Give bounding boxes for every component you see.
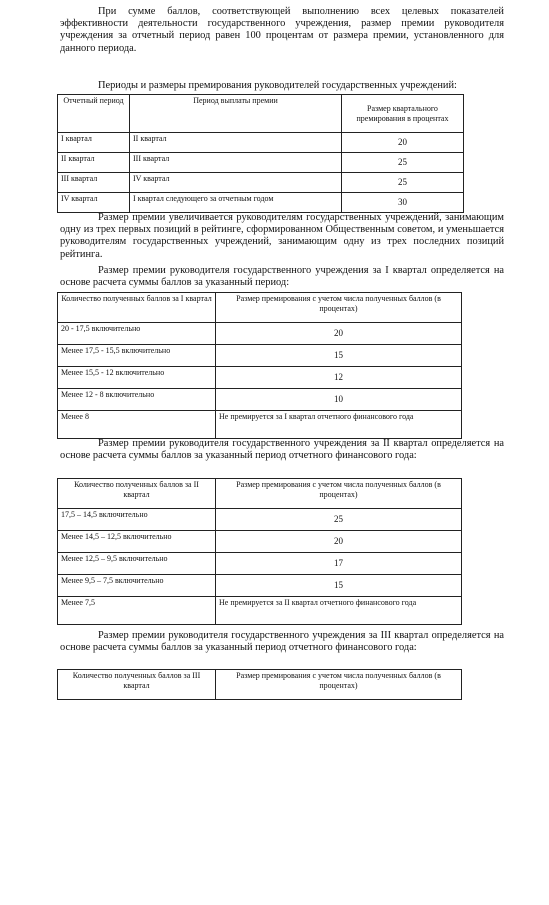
periods-cell: I квартал следующего за отчетным годом xyxy=(130,193,342,213)
q1-header-points: Количество полученных баллов за I квартал xyxy=(58,293,216,323)
q2-cell: Менее 7,5 xyxy=(58,597,216,625)
periods-cell: 20 xyxy=(342,133,464,153)
q2-cell: Менее 9,5 – 7,5 включительно xyxy=(58,575,216,597)
periods-cell: 30 xyxy=(342,193,464,213)
q1-cell: 12 xyxy=(216,367,462,389)
table-row xyxy=(58,553,462,575)
table-row xyxy=(58,133,464,153)
q2-paragraph: Размер премии руководителя государственного учреждения за II квартал определяется на основе расчета суммы баллов за указанный период отчетного финансового года: xyxy=(60,438,504,462)
q3-header-size: Размер премирования с учетом числа полученных баллов (в процентах) xyxy=(216,670,462,700)
q1-cell: Не премируется за I квартал отчетного финансового года xyxy=(216,411,462,439)
q1-cell: Менее 17,5 - 15,5 включительно xyxy=(58,345,216,367)
periods-header-period: Отчетный период xyxy=(58,95,130,133)
periods-cell: I квартал xyxy=(58,133,130,153)
periods-cell: IV квартал xyxy=(58,193,130,213)
q1-cell: Менее 15,5 - 12 включительно xyxy=(58,367,216,389)
table-row xyxy=(58,193,464,213)
q2-cell: 17,5 – 14,5 включительно xyxy=(58,509,216,531)
periods-table xyxy=(57,94,464,213)
table-row xyxy=(58,531,462,553)
q2-header-points: Количество полученных баллов за II квартал xyxy=(58,479,216,509)
periods-cell: II квартал xyxy=(130,133,342,153)
q1-cell: 20 xyxy=(216,323,462,345)
q2-cell: 25 xyxy=(216,509,462,531)
table-row xyxy=(58,509,462,531)
q1-cell: Менее 12 - 8 включительно xyxy=(58,389,216,411)
periods-cell: III квартал xyxy=(58,173,130,193)
table-row xyxy=(58,389,462,411)
q2-cell: 15 xyxy=(216,575,462,597)
q3-paragraph: Размер премии руководителя государственного учреждения за III квартал определяется на основе расчета суммы баллов за указанный период отчетного финансового года: xyxy=(60,630,504,654)
q3-header-points: Количество полученных баллов за III квартал xyxy=(58,670,216,700)
q1-header-size: Размер премирования с учетом числа полученных баллов (в процентах) xyxy=(216,293,462,323)
q2-cell: Менее 14,5 – 12,5 включительно xyxy=(58,531,216,553)
q3-table xyxy=(57,669,462,700)
q1-cell: 20 - 17,5 включительно xyxy=(58,323,216,345)
rating-paragraph: Размер премии увеличивается руководителям государственных учреждений, занимающим одну из трех первых позиций в рейтинге, сформированном Общественным советом, и уменьшается руководителям государственных учреждений, занимающим одну из трех последних позиций рейтинга. xyxy=(60,212,504,260)
q2-cell: Не премируется за II квартал отчетного финансового года xyxy=(216,597,462,625)
table-row xyxy=(58,345,462,367)
table-row xyxy=(58,597,462,625)
q1-cell: 10 xyxy=(216,389,462,411)
q2-table xyxy=(57,478,462,625)
q2-cell: Менее 12,5 – 9,5 включительно xyxy=(58,553,216,575)
periods-header-size: Размер квартального премирования в процентах xyxy=(342,95,464,133)
table-row xyxy=(58,575,462,597)
q1-cell: 15 xyxy=(216,345,462,367)
table-row xyxy=(58,323,462,345)
periods-cell: 25 xyxy=(342,173,464,193)
q1-table xyxy=(57,292,462,439)
table-row xyxy=(58,173,464,193)
periods-cell: IV квартал xyxy=(130,173,342,193)
intro-paragraph: При сумме баллов, соответствующей выполнению всех целевых показателей эффективности деятельности государственного учреждения, размер премии руководителя учреждения за отчетный период равен 100 процентам от размера премии, установленного для данного периода. xyxy=(60,6,504,54)
table-row xyxy=(58,411,462,439)
q2-cell: 20 xyxy=(216,531,462,553)
q2-cell: 17 xyxy=(216,553,462,575)
q1-cell: Менее 8 xyxy=(58,411,216,439)
periods-cell: 25 xyxy=(342,153,464,173)
periods-header-payment: Период выплаты премии xyxy=(130,95,342,133)
periods-table-caption: Периоды и размеры премирования руководителей государственных учреждений: xyxy=(98,80,457,91)
periods-cell: III квартал xyxy=(130,153,342,173)
q2-header-size: Размер премирования с учетом числа полученных баллов (в процентах) xyxy=(216,479,462,509)
q1-paragraph: Размер премии руководителя государственного учреждения за I квартал определяется на основе расчета суммы баллов за указанный период: xyxy=(60,265,504,289)
table-row xyxy=(58,153,464,173)
periods-cell: II квартал xyxy=(58,153,130,173)
table-row xyxy=(58,367,462,389)
